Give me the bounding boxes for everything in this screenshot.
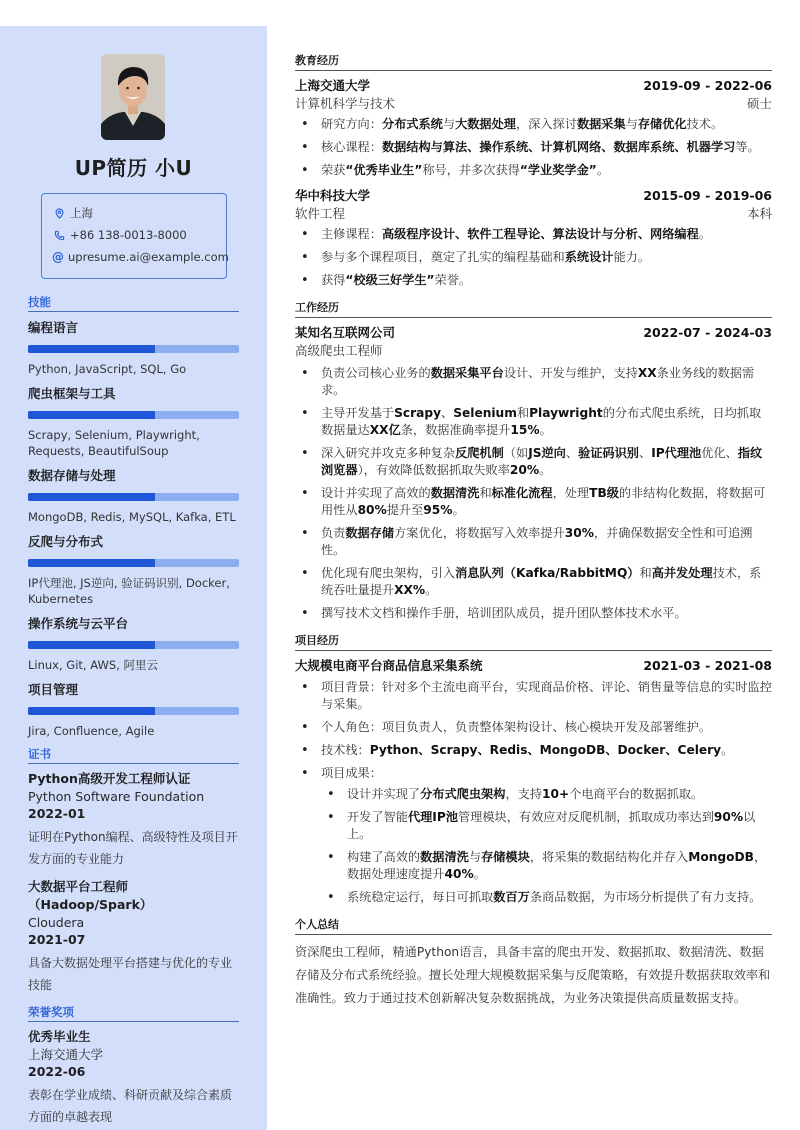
list-item xyxy=(295,565,772,599)
bullet-list xyxy=(295,226,772,289)
work-list xyxy=(295,324,772,622)
main-content xyxy=(295,52,772,1020)
bold-run: 30% xyxy=(564,526,594,540)
list-item xyxy=(295,272,772,289)
bullet-list xyxy=(295,679,772,906)
bold-run: 90% xyxy=(713,810,744,824)
education-entry xyxy=(295,187,772,289)
summary-text: 资深爬虫工程师，精通Python语言，具备丰富的爬虫开发、数据抓取、数据清洗、数据存储及分布式系统经验。擅长处理大规模数据采集与反爬策略，有效提升数据获取效率和准确性。致力于通过技术创新解决复杂数据挑战，为业务决策提供高质量数据支持。 xyxy=(295,945,771,1005)
skill-name: 项目管理 xyxy=(28,682,79,697)
text-run: 提升至 xyxy=(386,503,424,517)
bold-run: 数百万 xyxy=(493,890,530,904)
list-item xyxy=(321,849,772,883)
bold-run: Playwright xyxy=(529,406,603,420)
text-run: 研究方向： xyxy=(321,117,382,131)
bold-run: “优秀毕业生” xyxy=(345,163,423,177)
entry-header xyxy=(295,187,772,205)
bold-run: 指纹浏览器 xyxy=(321,446,763,477)
skill-level-bar xyxy=(28,411,239,419)
skill-level-fill xyxy=(28,493,155,501)
text-run: 负责 xyxy=(321,526,346,540)
text-run: 。 xyxy=(721,743,734,757)
entry-header xyxy=(295,77,772,95)
text-run: 和 xyxy=(479,486,492,500)
text-run: 技术，系统吞吐量提升 xyxy=(321,566,762,597)
text-run: 核心课程： xyxy=(321,140,382,154)
entry-description: 表彰在学业成绩、科研贡献及综合素质方面的卓越表现 xyxy=(28,1088,233,1124)
list-item xyxy=(321,786,772,803)
education-heading: 教育经历 xyxy=(295,52,772,71)
text-run: ，数据处理速度提升 xyxy=(347,850,767,881)
bold-run: Scrapy xyxy=(394,406,442,420)
list-item xyxy=(295,162,772,179)
text-run: 的非结构化数据，将数据可用性从 xyxy=(321,486,766,517)
text-run: 负责公司核心业务的 xyxy=(321,366,431,380)
work-section xyxy=(295,299,772,622)
text-run: 设计并实现了高效的 xyxy=(321,486,431,500)
list-item xyxy=(295,679,772,713)
bold-run: 数据存储 xyxy=(345,526,395,540)
candidate-name: UP简历 小U xyxy=(74,156,193,180)
entry-header xyxy=(295,324,772,342)
list-item xyxy=(295,765,772,906)
text-run: 和 xyxy=(516,406,530,420)
text-run: 优化、 xyxy=(701,446,738,460)
bold-run: 代理IP池 xyxy=(407,810,458,824)
text-run: 技术。 xyxy=(686,117,724,131)
summary-heading: 个人总结 xyxy=(295,916,772,935)
bold-run: 数据清洗 xyxy=(420,850,469,864)
work-heading: 工作经历 xyxy=(295,299,772,318)
project-entry xyxy=(295,657,772,906)
list-item xyxy=(295,116,772,133)
bold-run: 存储优化 xyxy=(637,117,687,131)
text-run: 条，数据准确率提升 xyxy=(400,423,511,437)
text-run: 与 xyxy=(442,117,456,131)
sidebar-content xyxy=(28,294,239,1130)
skill-name: 反爬与分布式 xyxy=(28,534,104,549)
projects-list xyxy=(295,657,772,906)
text-run: 能力。 xyxy=(613,250,651,264)
text-run: ，并确保数据安全性和可追溯性。 xyxy=(321,526,753,557)
location-text: 上海 xyxy=(70,206,93,220)
job-title: 高级爬虫工程师 xyxy=(295,343,383,358)
skill-name: 操作系统与云平台 xyxy=(28,616,129,631)
bold-run: 分布式爬虫架构 xyxy=(420,787,506,801)
text-run: 和 xyxy=(639,566,652,580)
text-run: 项目成果： xyxy=(321,766,382,780)
contact-box xyxy=(41,193,227,279)
bold-run: 80% xyxy=(357,503,387,517)
bold-run: 10+ xyxy=(542,787,570,801)
major: 软件工程 xyxy=(295,206,346,221)
education-list xyxy=(295,77,772,289)
bold-run: 反爬机制 xyxy=(455,446,504,460)
list-item xyxy=(295,226,772,243)
bold-run: 数据采集 xyxy=(576,117,626,131)
phone-icon xyxy=(52,228,66,242)
list-item xyxy=(321,889,772,906)
text-run: ，深入探讨 xyxy=(516,117,577,131)
text-run: 。 xyxy=(596,163,609,177)
text-run: 条商品数据，为市场分析提供了有力支持。 xyxy=(529,890,762,904)
bold-run: “校级三好学生” xyxy=(345,273,435,287)
text-run: ，将采集的数据结构化并存入 xyxy=(529,850,689,864)
skill-name: 数据存储与处理 xyxy=(28,468,116,483)
at-icon: @ xyxy=(52,250,64,264)
date-range: 2022-07 - 2024-03 xyxy=(643,325,772,340)
education-section xyxy=(295,52,772,289)
bold-run: TB级 xyxy=(589,486,619,500)
skill-tags: MongoDB, Redis, MySQL, Kafka, ETL xyxy=(28,510,236,524)
text-run: 。 xyxy=(539,463,552,477)
entry-title: 大数据平台工程师（Hadoop/Spark） xyxy=(28,879,153,912)
text-run: 主导开发基于 xyxy=(321,406,395,420)
text-run: 与 xyxy=(468,850,482,864)
school-name: 华中科技大学 xyxy=(295,188,371,203)
bold-run: JS逆向 xyxy=(528,446,566,460)
bold-run: “学业奖学金” xyxy=(519,163,597,177)
list-item xyxy=(295,719,772,736)
bold-run: 数据结构与算法、操作系统、计算机网络、数据库系统、机器学习 xyxy=(381,140,736,154)
bold-run: 数据清洗 xyxy=(430,486,480,500)
honors-list xyxy=(28,1028,239,1128)
text-run: ，处理 xyxy=(552,486,590,500)
text-run: 称号，并多次获得 xyxy=(422,163,520,177)
skill-tags: Linux, Git, AWS, 阿里云 xyxy=(28,658,158,672)
skill-tags: Jira, Confluence, Agile xyxy=(28,724,155,738)
contact-location xyxy=(52,202,226,224)
bold-run: 存储模块 xyxy=(481,850,530,864)
email-text[interactable]: upresume.ai@example.com xyxy=(68,250,229,264)
text-run: 技术栈： xyxy=(321,743,370,757)
skill-tags: Python, JavaScript, SQL, Go xyxy=(28,362,187,376)
project-name: 大规模电商平台商品信息采集系统 xyxy=(295,658,483,673)
bold-run: 分布式系统 xyxy=(381,117,443,131)
text-run: 设计、开发与维护，支持 xyxy=(503,366,638,380)
company-name: 某知名互联网公司 xyxy=(295,325,396,340)
list-item xyxy=(295,249,772,266)
summary-section xyxy=(295,916,772,1010)
text-run: 优化现有爬虫架构，引入 xyxy=(321,566,456,580)
contact-phone xyxy=(52,224,226,246)
entry-organization: Python Software Foundation xyxy=(28,789,205,804)
text-run: 开发了智能 xyxy=(347,810,408,824)
honors-heading: 荣誉奖项 xyxy=(28,1004,239,1022)
text-run: 、 xyxy=(441,406,454,420)
bold-run: 20% xyxy=(509,463,540,477)
text-run: 荣获 xyxy=(321,163,346,177)
text-run: 以上。 xyxy=(347,810,756,841)
skill-name: 爬虫框架与工具 xyxy=(28,386,116,401)
text-run: 。 xyxy=(698,227,711,241)
text-run: （如 xyxy=(503,446,529,460)
phone-text[interactable]: +86 138-0013-8000 xyxy=(70,228,187,242)
text-run: 。 xyxy=(452,503,465,517)
text-run: ），有效降低数据抓取失败率 xyxy=(357,463,510,477)
entry-description: 证明在Python编程、高级特性及项目开发方面的专业能力 xyxy=(28,830,238,866)
bullet-list xyxy=(295,116,772,179)
skill-level-fill xyxy=(28,707,155,715)
text-run: 构建了高效的 xyxy=(347,850,421,864)
bold-run: 95% xyxy=(423,503,453,517)
entry-subheader xyxy=(295,205,772,222)
list-item xyxy=(295,605,772,622)
entry-date: 2021-07 xyxy=(28,932,86,947)
skill-level-bar xyxy=(28,493,239,501)
degree: 硕士 xyxy=(746,96,772,111)
bold-run: 大数据处理 xyxy=(455,117,516,131)
major: 计算机科学与技术 xyxy=(295,96,396,111)
bold-run: 40% xyxy=(444,867,474,881)
skill-tags: IP代理池, JS逆向, 验证码识别, Docker, Kubernetes xyxy=(28,576,230,606)
school-name: 上海交通大学 xyxy=(295,78,371,93)
text-run: 、 xyxy=(639,446,652,460)
text-run: 系统稳定运行，每日可抓取 xyxy=(347,890,494,904)
bold-run: 高并发处理 xyxy=(651,566,713,580)
text-run: 项目背景：针对多个主流电商平台，实现商品价格、评论、销售量等信息的实时监控与采集。 xyxy=(321,680,772,711)
entry-organization: Cloudera xyxy=(28,915,85,930)
text-run: 等。 xyxy=(735,140,760,154)
skill-level-bar xyxy=(28,345,239,353)
skill-level-bar xyxy=(28,707,239,715)
skill-level-bar xyxy=(28,641,239,649)
map-pin-icon xyxy=(52,206,66,220)
bullet-list xyxy=(295,365,772,622)
avatar-image xyxy=(101,54,165,140)
projects-section xyxy=(295,632,772,906)
degree: 本科 xyxy=(746,206,772,221)
text-run: 设计并实现了 xyxy=(347,787,421,801)
text-run: 、 xyxy=(565,446,579,460)
text-run: 与 xyxy=(625,117,638,131)
results-list xyxy=(321,786,772,906)
bold-run: 数据采集平台 xyxy=(430,366,504,380)
bold-run: MongoDB xyxy=(688,850,754,864)
entry-title: 优秀毕业生 xyxy=(28,1029,91,1044)
text-run: 个人角色：项目负责人，负责整体架构设计、核心模块开发及部署维护。 xyxy=(321,720,711,734)
skill-level-fill xyxy=(28,411,155,419)
certificates-list xyxy=(28,770,239,996)
text-run: ，支持 xyxy=(505,787,542,801)
contact-email xyxy=(52,246,229,268)
entry-date: 2022-01 xyxy=(28,806,86,821)
bold-run: XX% xyxy=(394,583,426,597)
entry-organization: 上海交通大学 xyxy=(28,1047,104,1062)
projects-heading: 项目经历 xyxy=(295,632,772,651)
list-item xyxy=(321,809,772,843)
entry-subheader xyxy=(295,95,772,112)
entry-header xyxy=(295,657,772,675)
text-run: 个电商平台的数据抓取。 xyxy=(569,787,704,801)
profile-photo xyxy=(101,54,165,140)
certificates-heading: 证书 xyxy=(28,746,239,764)
text-run: 管理模块，有效应对反爬机制，抓取成功率达到 xyxy=(457,810,714,824)
text-run: 撰写技术文档和操作手册，培训团队成员，提升团队整体技术水平。 xyxy=(321,606,687,620)
bold-run: 高级程序设计、软件工程导论、算法设计与分析、网络编程 xyxy=(381,227,699,241)
skill-name: 编程语言 xyxy=(28,320,79,335)
bold-run: 15% xyxy=(510,423,540,437)
text-run: 主修课程： xyxy=(321,227,382,241)
text-run: 。 xyxy=(425,583,438,597)
text-run: 。 xyxy=(539,423,552,437)
text-run: 深入研究并攻克多种复杂 xyxy=(321,446,456,460)
skills-list xyxy=(28,318,239,739)
skill-level-fill xyxy=(28,559,155,567)
date-range: 2015-09 - 2019-06 xyxy=(643,188,772,203)
text-run: 。 xyxy=(473,867,486,881)
list-item xyxy=(295,485,772,519)
skills-heading: 技能 xyxy=(28,294,239,312)
text-run: 荣誉。 xyxy=(434,273,472,287)
bold-run: 标准化流程 xyxy=(491,486,553,500)
text-run: 方案优化，将数据写入效率提升 xyxy=(394,526,565,540)
bold-run: Python、Scrapy、Redis、MongoDB、Docker、Celery xyxy=(369,743,722,757)
list-item xyxy=(295,445,772,479)
skill-tags: Scrapy, Selenium, Playwright, Requests, BeautifulSoup xyxy=(28,428,200,458)
skill-level-fill xyxy=(28,345,155,353)
bold-run: XX xyxy=(637,366,657,380)
bold-run: Selenium xyxy=(453,406,517,420)
work-entry xyxy=(295,324,772,622)
text-run: 条业务线的数据需求。 xyxy=(321,366,755,397)
list-item xyxy=(295,742,772,759)
entry-title: Python高级开发工程师认证 xyxy=(28,771,191,786)
bold-run: 验证码识别 xyxy=(578,446,639,460)
date-range: 2021-03 - 2021-08 xyxy=(643,658,772,673)
text-run: 获得 xyxy=(321,273,346,287)
bold-run: 系统设计 xyxy=(564,250,614,264)
list-item xyxy=(295,365,772,399)
entry-description: 具备大数据处理平台搭建与优化的专业技能 xyxy=(28,956,233,992)
date-range: 2019-09 - 2022-06 xyxy=(643,78,772,93)
text-run: 的分布式爬虫系统，日均抓取数据量达 xyxy=(321,406,762,437)
bold-run: XX亿 xyxy=(369,423,401,437)
sidebar xyxy=(0,26,267,1130)
education-entry xyxy=(295,77,772,179)
skill-level-bar xyxy=(28,559,239,567)
bold-run: IP代理池 xyxy=(651,446,702,460)
list-item xyxy=(295,405,772,439)
list-item xyxy=(295,139,772,156)
text-run: 参与多个课程项目，奠定了扎实的编程基础和 xyxy=(321,250,565,264)
skill-level-fill xyxy=(28,641,155,649)
entry-date: 2022-06 xyxy=(28,1064,86,1079)
list-item xyxy=(295,525,772,559)
bold-run: 消息队列（Kafka/RabbitMQ） xyxy=(455,566,640,580)
